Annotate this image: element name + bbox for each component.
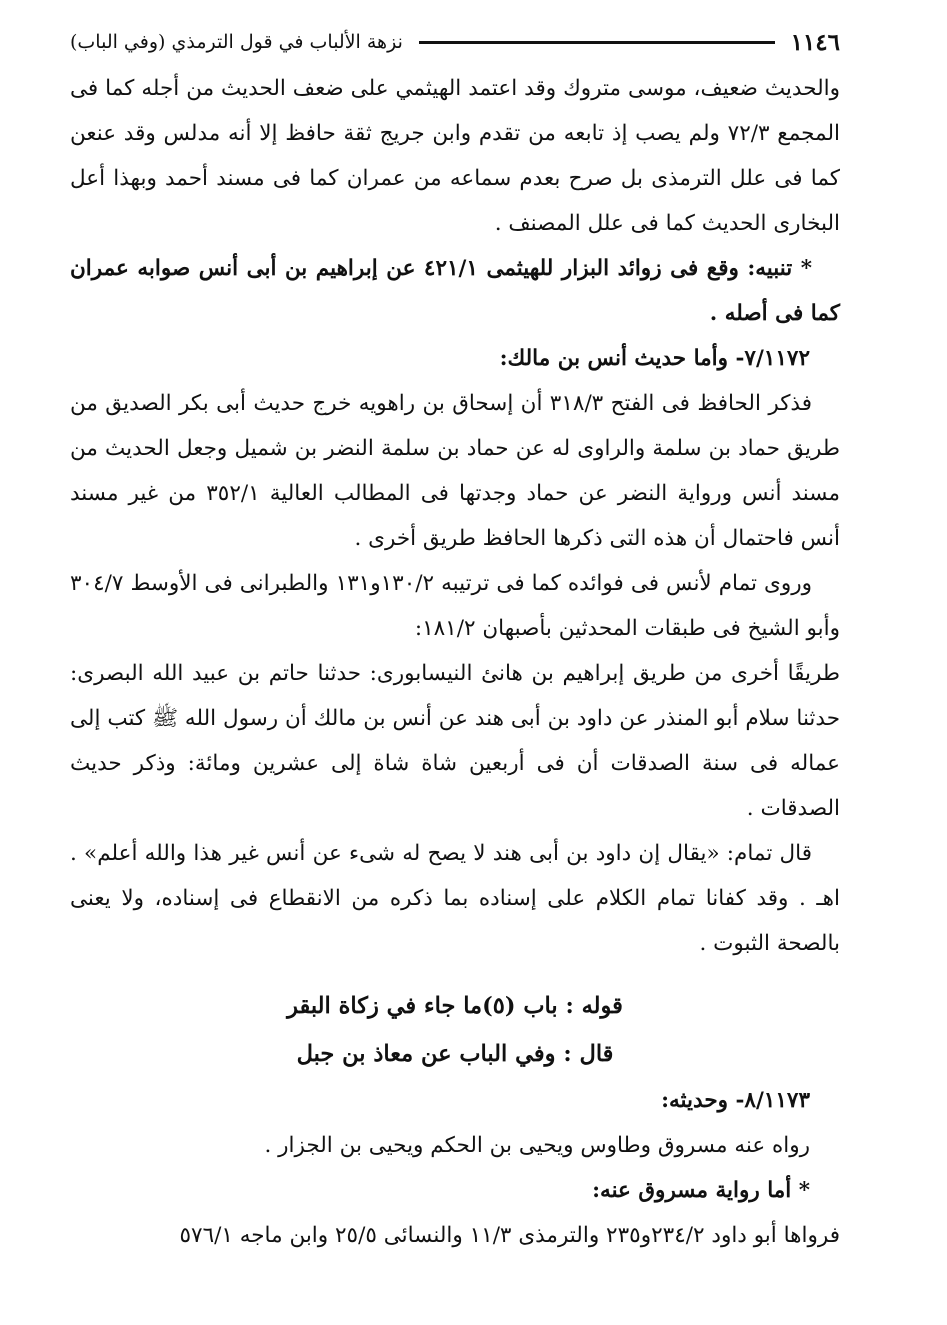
- page-number: ١١٤٦: [790, 28, 840, 56]
- paragraph-4: فذكر الحافظ فى الفتح ٣١٨/٣ أن إسحاق بن راهويه خرج حديث أبى بكر الصديق من طريق حماد بن سلمة والراوى له عن حماد بن سلمة النضر بن شميل وجعل الحديث من مسند أنس ورواية النضر عن حماد وجدتها فى المطالب العالية ٣٥٢/١ من غير مسند أنس فاحتمال أن هذه التى ذكرها الحافظ طريق أخرى .: [70, 391, 840, 551]
- chapter-subheading: قال : وفي الباب عن معاذ بن جبل: [296, 1041, 614, 1067]
- chapter-heading: قوله : باب (٥)ما جاء في زكاة البقر: [287, 993, 623, 1019]
- section-heading-masruq: * أما رواية مسروق عنه:: [592, 1178, 810, 1203]
- paragraph-9: رواه عنه مسروق وطاوس ويحيى بن الحكم ويحيى بن الجزار .: [264, 1133, 810, 1158]
- document-page: [70, 22, 840, 1258]
- section-heading-anas: ٧/١١٧٢- وأما حديث أنس بن مالك:: [499, 346, 810, 371]
- paragraph-7: قال تمام: «يقال إن داود بن أبى هند لا يصح له شىء عن أنس غير هذا والله أعلم» . اهـ . وقد كفانا تمام الكلام على إسناده بما ذكره من الانقطاع فى إسناده، ولا يعنى بالصحة الثبوت .: [70, 841, 840, 956]
- paragraph-5: وروى تمام لأنس فى فوائده كما فى ترتيبه ١٣٠/٢و١٣١ والطبرانى فى الأوسط ٣٠٤/٧ وأبو الشيخ فى طبقات المحدثين بأصبهان ١٨١/٢:: [70, 571, 840, 641]
- paragraph-1: والحديث ضعيف، موسى متروك وقد اعتمد الهيثمي على ضعف الحديث من أجله كما فى المجمع ٧٢/٣ ولم يصب إذ تابعه من تقدم وابن جريج ثقة حافظ إلا أنه مدلس وقد عنعن كما فى علل الترمذى بل صرح بعدم سماعه من عمران كما فى مسند أحمد وبهذا أعل البخارى الحديث كما فى علل المصنف .: [70, 76, 841, 236]
- paragraph-6: طريقًا أخرى من طريق إبراهيم بن هانئ النيسابورى: حدثنا حاتم بن عبيد الله البصرى: حدثنا سلام أبو المنذر عن داود بن أبى هند عن أنس بن مالك أن رسول الله ﷺ كتب إلى عماله فى سنة الصدقات أن فى أربعين شاة شاة إلى عشرين ومائة: وذكر حديث الصدقات .: [70, 661, 840, 821]
- header-rule: [419, 41, 775, 44]
- page-header: [70, 22, 840, 62]
- note-paragraph: * تنبيه: وقع فى زوائد البزار للهيثمى ٤٢١/١ عن إبراهيم بن أبى أنس صوابه عمران كما فى أصله .: [70, 256, 840, 326]
- paragraph-11: فرواها أبو داود ٢٣٤/٢و٢٣٥ والترمذى ١١/٣ والنسائى ٢٥/٥ وابن ماجه ٥٧٦/١: [179, 1223, 840, 1248]
- section-heading-muadh: ٨/١١٧٣- وحديثه:: [661, 1088, 810, 1113]
- running-title: نزهة الألباب في قول الترمذي (وفي الباب): [70, 31, 403, 53]
